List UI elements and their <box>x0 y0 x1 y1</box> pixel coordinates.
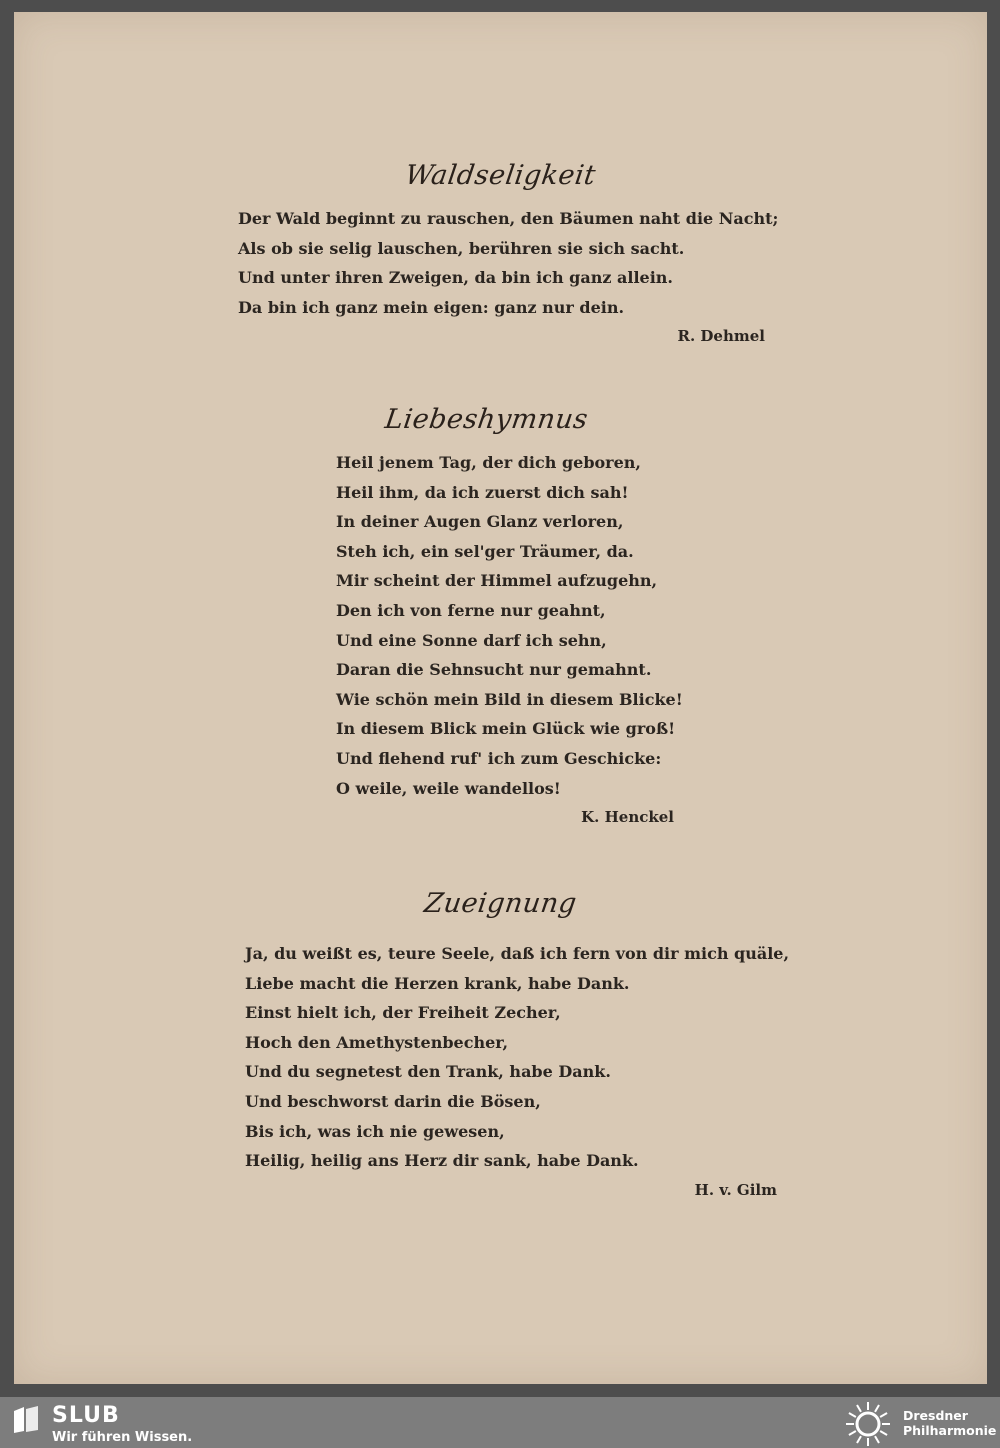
poem-body-zueignung <box>245 939 789 1176</box>
program-sheet <box>14 12 987 1384</box>
poem-line: Den ich von ferne nur geahnt, <box>336 600 606 620</box>
poem-author-henckel: K. Henckel <box>581 808 674 826</box>
poem-line: Als ob sie selig lauschen, berühren sie sich sacht. <box>238 238 685 258</box>
dresdner-philharmonie-brand[interactable] <box>903 1408 996 1438</box>
poem-title-zueignung: Zueignung <box>422 888 579 919</box>
footer-bar <box>0 1397 1000 1448</box>
poem-line: Daran die Sehnsucht nur gemahnt. <box>336 660 652 680</box>
poem-line: Da bin ich ganz mein eigen: ganz nur dein. <box>238 297 625 317</box>
poem-line: Und unter ihren Zweigen, da bin ich ganz allein. <box>238 268 673 288</box>
poem-line: Wie schön mein Bild in diesem Blicke! <box>336 689 683 709</box>
poem-line: Und beschworst darin die Bösen, <box>245 1091 541 1111</box>
poem-line: Ja, du weißt es, teure Seele, daß ich fern von dir mich quäle, <box>245 944 790 963</box>
poem-line: Der Wald beginnt zu rauschen, den Bäumen naht die Nacht; <box>238 209 779 228</box>
poem-line: Liebe macht die Herzen krank, habe Dank. <box>245 973 630 993</box>
poem-line: Bis ich, was ich nie gewesen, <box>245 1121 505 1141</box>
poem-title-liebeshymnus: Liebeshymnus <box>383 404 590 435</box>
poem-author-gilm: H. v. Gilm <box>694 1181 777 1199</box>
slub-brand[interactable]: SLUB <box>52 1403 120 1428</box>
poem-line: Und du segnetest den Trank, habe Dank. <box>245 1062 611 1082</box>
partner-line-2: Philharmonie <box>903 1423 997 1438</box>
poem-line: Heil jenem Tag, der dich geboren, <box>336 453 641 472</box>
poem-line: Einst hielt ich, der Freiheit Zecher, <box>245 1003 561 1023</box>
poem-line: Und eine Sonne darf ich sehn, <box>336 630 607 650</box>
poem-body-liebeshymnus <box>336 448 683 803</box>
poem-line: O weile, weile wandellos! <box>336 778 561 798</box>
poem-line: In diesem Blick mein Glück wie groß! <box>336 719 676 739</box>
slub-tagline: Wir führen Wissen. <box>52 1430 193 1445</box>
book-icon <box>10 1403 42 1435</box>
partner-line-1: Dresdner <box>903 1408 968 1423</box>
sun-burst-logo-icon <box>845 1401 891 1447</box>
poem-title-waldseligkeit: Waldseligkeit <box>403 160 598 191</box>
poem-line: Hoch den Amethystenbecher, <box>245 1032 509 1052</box>
poem-line: Mir scheint der Himmel aufzugehn, <box>336 571 658 591</box>
poem-line: Heil ihm, da ich zuerst dich sah! <box>336 482 629 502</box>
poem-line: Heilig, heilig ans Herz dir sank, habe Dank. <box>245 1151 639 1171</box>
poem-author-dehmel: R. Dehmel <box>677 327 765 345</box>
poem-line: Steh ich, ein sel'ger Träumer, da. <box>336 541 634 561</box>
poem-line: Und flehend ruf' ich zum Geschicke: <box>336 748 662 768</box>
poem-body-waldseligkeit <box>238 204 778 322</box>
poem-line: In deiner Augen Glanz verloren, <box>336 512 624 532</box>
